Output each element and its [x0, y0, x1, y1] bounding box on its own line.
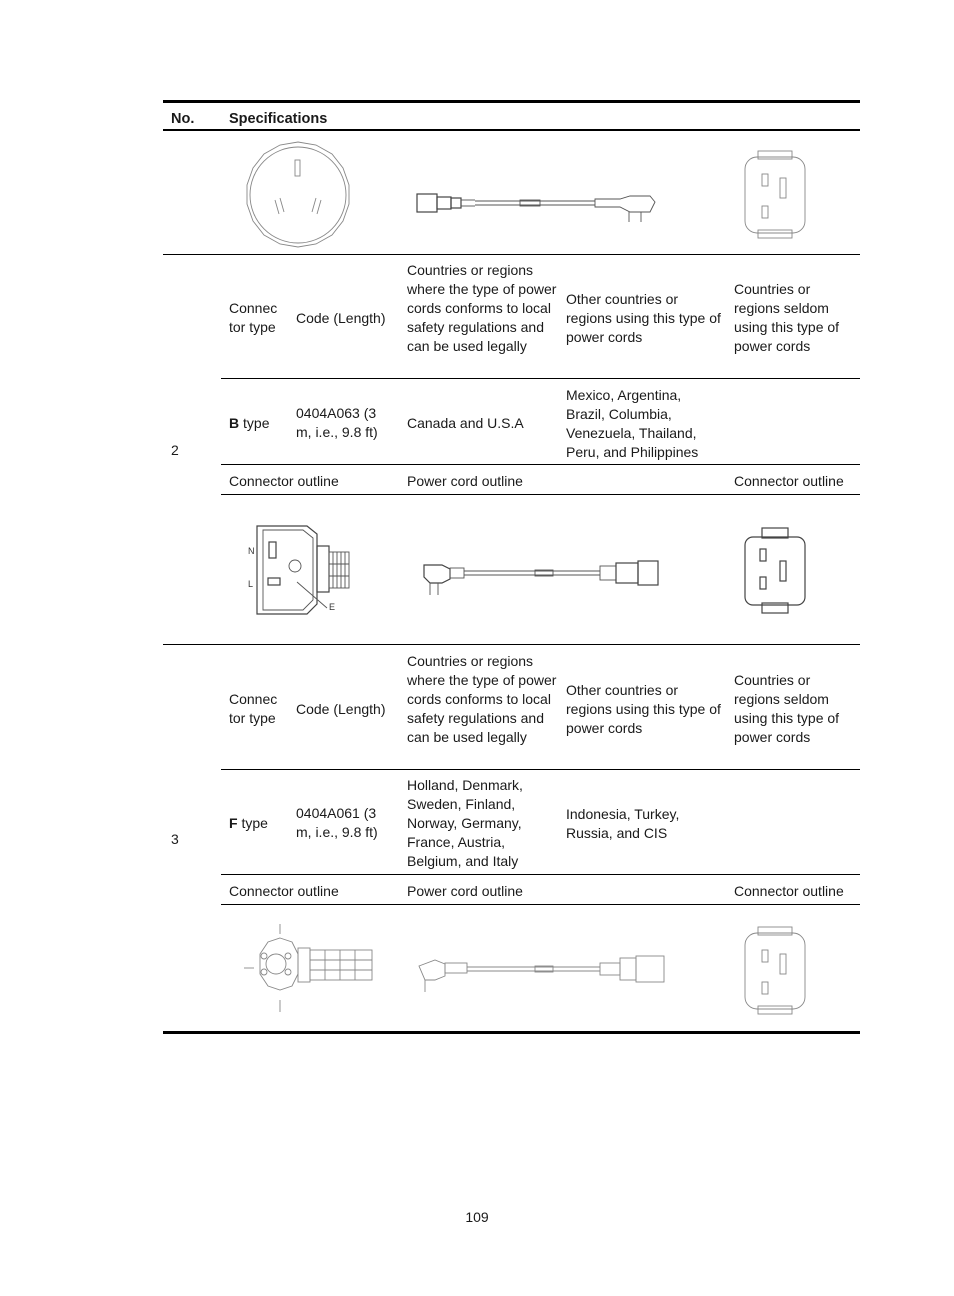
col-legal-2: Countries or regions where the type of power cords conforms to local safety regulations and can be used legally [407, 262, 557, 354]
col-seldom-3: Countries or regions seldom using this type of power cords [734, 672, 840, 745]
table-bottom-rule [163, 1031, 860, 1034]
legal-b: Canada and U.S.A [407, 415, 524, 431]
type-letter-f: F [229, 815, 238, 831]
iec-connector-figure-3 [740, 924, 810, 1019]
f-type-plug-figure [240, 920, 380, 1020]
row-rule-1 [163, 254, 860, 255]
row-number-3: 3 [171, 831, 179, 847]
row-rule-3 [163, 644, 860, 645]
outline-label-connector-right-2: Connector outline [734, 473, 844, 489]
power-cord-figure-3 [415, 950, 675, 995]
type-letter-b: B [229, 415, 240, 431]
row-rule-3c [221, 904, 860, 905]
header-rule [163, 129, 860, 131]
col-connector-type-2: Connec tor type [229, 300, 278, 335]
row-rule-3b [221, 874, 860, 875]
col-other-2: Other countries or regions using this type of power cords [566, 291, 721, 345]
row-rule-2a [221, 378, 860, 379]
iec-connector-figure-2 [740, 525, 810, 620]
row-rule-3a [221, 769, 860, 770]
col-seldom-2: Countries or regions seldom using this type of power cords [734, 281, 840, 354]
page-number: 109 [465, 1209, 489, 1225]
type-suffix-b: type [239, 415, 270, 431]
col-connector-type-3: Connec tor type [229, 691, 278, 726]
table-top-rule [163, 100, 860, 103]
row-rule-2b [221, 464, 860, 465]
code-f: 0404A061 (3 m, i.e., 9.8 ft) [296, 805, 378, 840]
connector-type-b [229, 414, 269, 433]
col-code-2: Code (Length) [296, 310, 386, 326]
iec-connector-figure-1 [740, 148, 810, 243]
col-legal-3: Countries or regions where the type of power cords conforms to local safety regulations and can be used legally [407, 653, 557, 745]
other-f: Indonesia, Turkey, Russia, and CIS [566, 806, 680, 841]
type-suffix-f: type [237, 815, 268, 831]
header-no: No. [171, 111, 195, 127]
b-type-plug-figure [245, 522, 365, 617]
row-rule-2c [221, 494, 860, 495]
other-b: Mexico, Argentina, Brazil, Columbia, Venezuela, Thailand, Peru, and Philippines [566, 387, 699, 460]
power-cord-figure-1 [415, 190, 665, 230]
round-socket-figure [243, 140, 353, 250]
outline-label-connector-left-3: Connector outline [229, 883, 339, 899]
connector-type-f [229, 814, 268, 833]
col-other-3: Other countries or regions using this type of power cords [566, 682, 721, 736]
col-code-3: Code (Length) [296, 701, 386, 717]
legal-f: Holland, Denmark, Sweden, Finland, Norway, Germany, France, Austria, Belgium, and Italy [407, 777, 523, 869]
outline-label-cord-3: Power cord outline [407, 883, 523, 899]
power-cord-figure-2 [420, 555, 670, 600]
code-b: 0404A063 (3 m, i.e., 9.8 ft) [296, 405, 378, 440]
outline-label-connector-right-3: Connector outline [734, 883, 844, 899]
header-specifications: Specifications [229, 111, 328, 127]
b-plug-label-l: L [248, 579, 254, 589]
outline-label-connector-left-2: Connector outline [229, 473, 339, 489]
row-number-2: 2 [171, 442, 179, 458]
outline-label-cord-2: Power cord outline [407, 473, 523, 489]
b-plug-label-n: N [248, 546, 255, 556]
b-plug-label-e: E [329, 602, 336, 612]
